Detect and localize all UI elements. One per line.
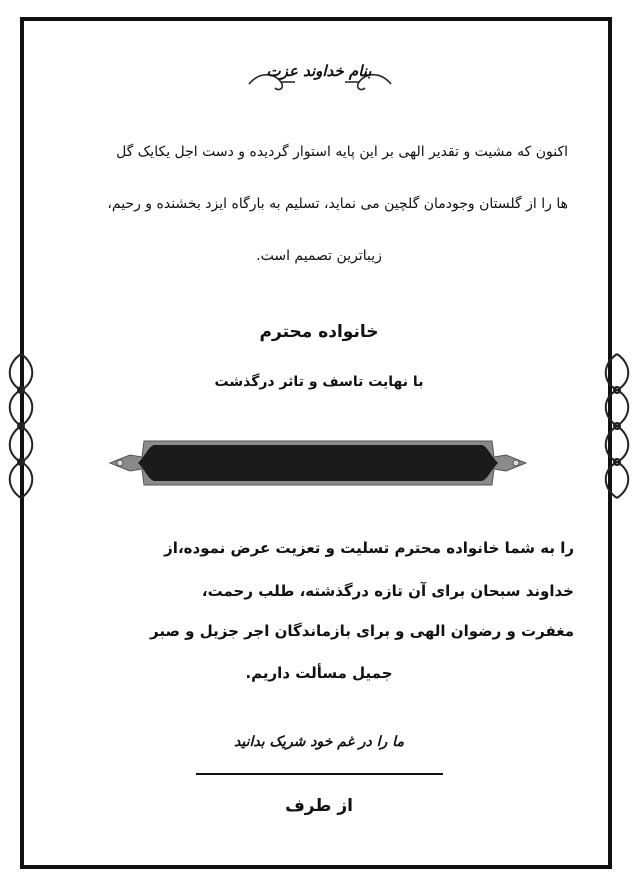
condolence-line-3: مغفرت و رضوان الهی و برای بازماندگان اجر جزیل و صبر bbox=[150, 622, 574, 640]
intro-line-1: اکنون که مشیت و تقدیر الهی بر این پایه استوار گردیده و دست اجل یکایک گل bbox=[116, 144, 568, 160]
deceased-name-plate bbox=[108, 433, 528, 493]
condolence-line-2: خداوند سبحان برای آن تازه درگذشته، طلب رحمت، bbox=[201, 582, 574, 600]
condolence-line-4: جمیل مسألت داریم. bbox=[245, 664, 393, 682]
regret-line: با نهایت تاسف و تاثر درگذشت bbox=[214, 374, 424, 390]
from-label: از طرف bbox=[285, 796, 353, 816]
divider bbox=[196, 773, 443, 775]
condolence-line-1: را به شما خانواده محترم تسلیت و تعزیت عرض نموده،از bbox=[164, 539, 574, 557]
intro-line-3: زیباترین تصمیم است. bbox=[256, 248, 382, 264]
header-calligraphy: بنام خداوند عزت bbox=[266, 62, 372, 80]
intro-line-2: ها را از گلستان وجودمان گلچین می نماید، تسلیم به بارگاه ایزد بخشنده و رحیم، bbox=[107, 196, 568, 212]
share-grief-line: ما را در غم خود شریک بدانید bbox=[234, 734, 404, 750]
family-title: خانواده محترم bbox=[259, 322, 379, 342]
